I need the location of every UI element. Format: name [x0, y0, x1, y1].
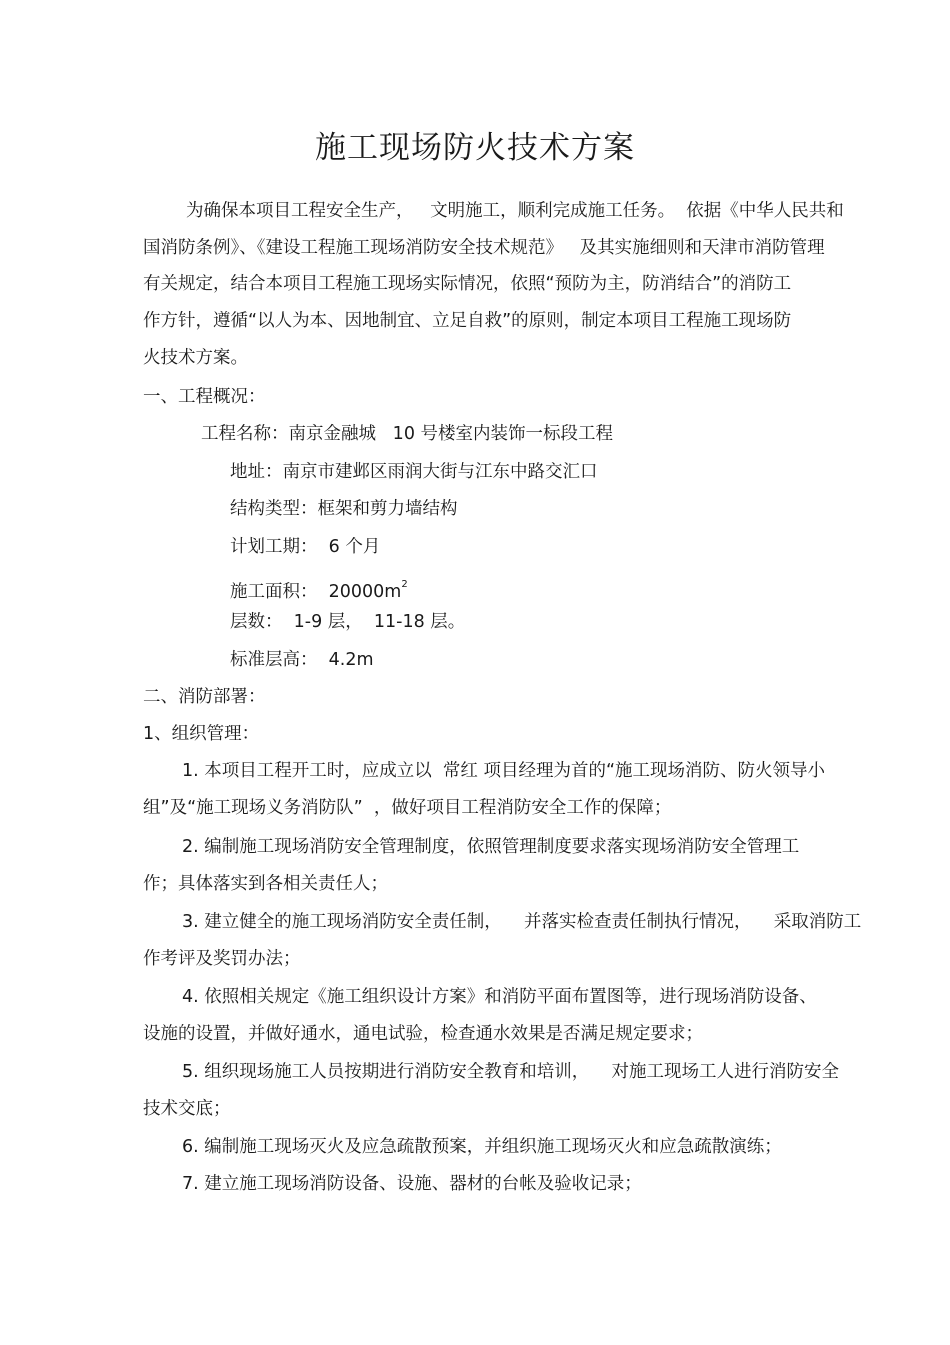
list-item-line: 5. 组织现场施工人员按期进行消防安全教育和培训， 对施工现场工人进行消防安全	[182, 1062, 840, 1082]
list-item-line: 1. 本项目工程开工时，应成立以 常红 项目经理为首的“施工现场消防、防火领导小	[182, 761, 826, 781]
intro-line: 为确保本项目工程安全生产， 文明施工，顺利完成施工任务。 依据《中华人民共和	[186, 201, 844, 221]
project-floor-height: 标准层高： 4.2m	[230, 650, 374, 670]
project-floors: 层数： 1-9 层， 11-18 层。	[230, 612, 466, 632]
project-address: 地址：南京市建邺区雨润大街与江东中路交汇口	[230, 462, 598, 482]
subsection-heading: 1、组织管理：	[143, 724, 260, 744]
list-item-line: 组”及“施工现场义务消防队” ，做好项目工程消防安全工作的保障；	[143, 798, 672, 818]
section2-heading: 二、消防部署：	[143, 687, 266, 707]
project-duration: 计划工期： 6 个月	[230, 537, 381, 557]
area-value: 施工面积： 20000m	[230, 582, 402, 602]
project-area	[230, 573, 408, 604]
intro-line: 作方针，遵循“以人为本、因地制宜、立足自救”的原则，制定本项目工程施工现场防	[143, 311, 792, 331]
intro-line: 火技术方案。	[143, 348, 248, 368]
list-item-line: 6. 编制施工现场灭火及应急疏散预案，并组织施工现场灭火和应急疏散演练；	[182, 1137, 782, 1157]
intro-line: 有关规定，结合本项目工程施工现场实际情况，依照“预防为主，防消结合”的消防工	[143, 274, 792, 294]
intro-line: 国消防条例》、《建设工程施工现场消防安全技术规范》 及其实施细则和天津市消防管理	[143, 238, 825, 258]
section1-heading: 一、工程概况：	[143, 387, 266, 407]
list-item-line: 4. 依照相关规定《施工组织设计方案》和消防平面布置图等，进行现场消防设备、	[182, 987, 817, 1007]
list-item-line: 技术交底；	[143, 1099, 231, 1119]
list-item-line: 作考评及奖罚办法；	[143, 949, 301, 969]
list-item-line: 3. 建立健全的施工现场消防安全责任制， 并落实检查责任制执行情况， 采取消防工	[182, 912, 862, 932]
list-item-line: 2. 编制施工现场消防安全管理制度，依照管理制度要求落实现场消防安全管理工	[182, 837, 800, 857]
area-exponent: 2	[401, 579, 408, 590]
project-name: 工程名称：南京金融城 10 号楼室内装饰一标段工程	[201, 424, 614, 444]
list-item-line: 7. 建立施工现场消防设备、设施、器材的台帐及验收记录；	[182, 1174, 642, 1194]
project-structure: 结构类型：框架和剪力墙结构	[230, 499, 458, 519]
list-item-line: 作；具体落实到各相关责任人；	[143, 874, 388, 894]
document-title: 施工现场防火技术方案	[315, 130, 635, 166]
list-item-line: 设施的设置，并做好通水，通电试验，检查通水效果是否满足规定要求；	[143, 1024, 703, 1044]
